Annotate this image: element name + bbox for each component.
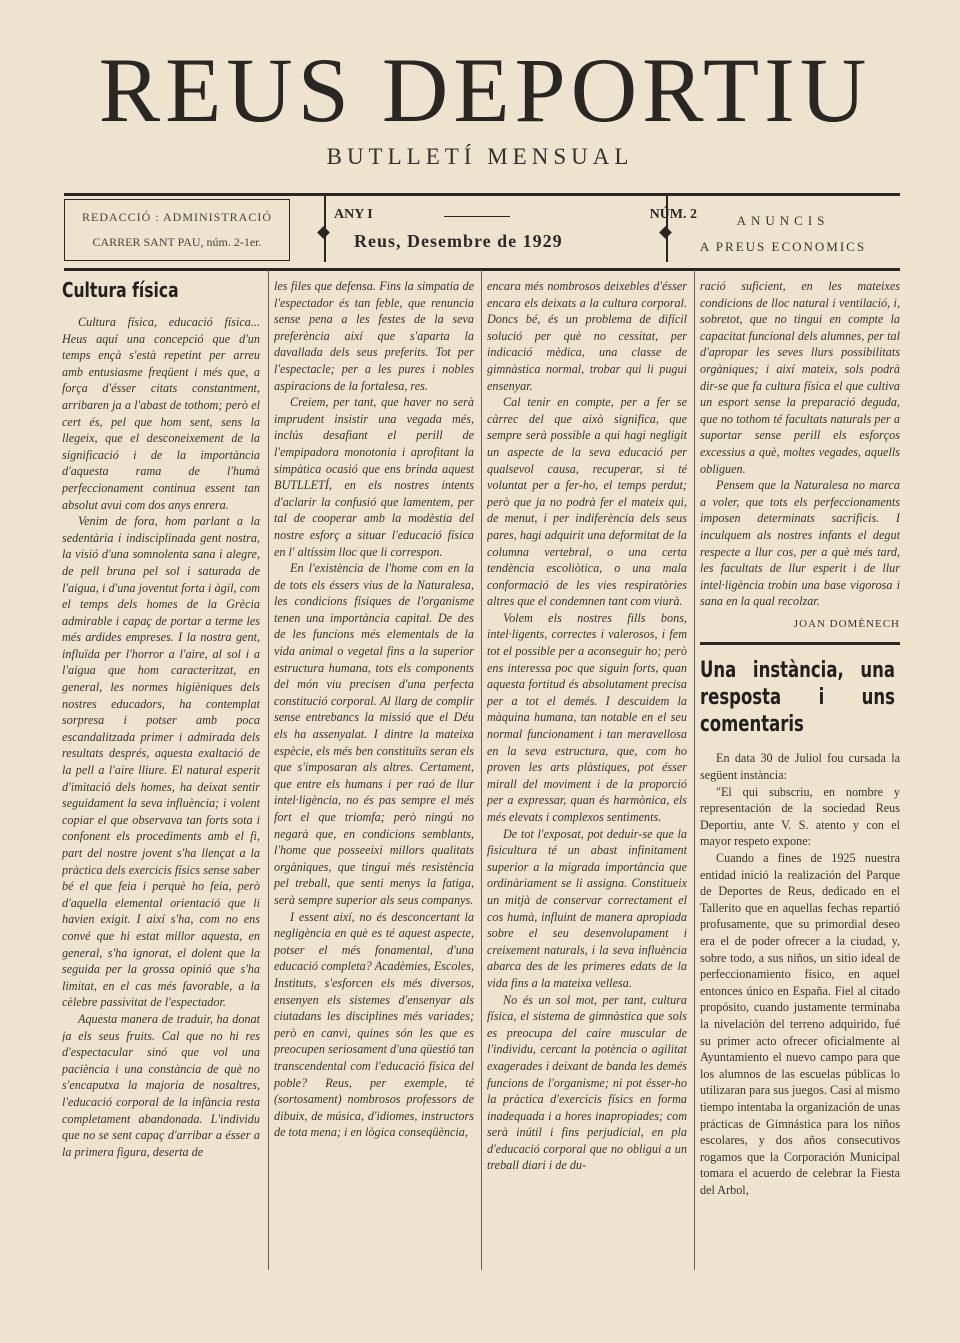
paragraph: ració suficient, en les mateixes condicions de lloc natural i ventilació, i, sobretot, que no tingui en compte la capacitat funcional dels alumnes, per tal d'apropar les seves llurs possibilitats orgàniques; i així mateix, sols podrà dir-se que fa cultura física el que cultiva un esport sense la preparació deguda, que no tothom té facultats naturals per a suportar sense perill els esforços excessius a què, moltes vegades, aquells obliguen. bbox=[700, 279, 900, 476]
paragraph: De tot l'exposat, pot deduir-se que la fisicultura té un abast infinitament superior a la migrada importància que ordinàriament se li assigna. Constitueix un mitjà de conservar correctament el cos humà, influint de manera apropiada sobre el seu desenvolupament i creixement naturals, i la seva influència abarca des de les primeres edats de la vida fins a la mateixa vellesa. bbox=[487, 826, 687, 990]
paragraph: "El qui subscriu, en nombre y representación de la sociedad Reus Deportiu, ante V. S. atento y con el mayor respeto expone: bbox=[700, 784, 900, 849]
paragraph: En data 30 de Juliol fou cursada la següent instància: bbox=[700, 751, 900, 783]
editorial-label: REDACCIÓ : ADMINISTRACIÓ bbox=[81, 210, 272, 224]
column-1 bbox=[62, 278, 260, 1278]
column-rule bbox=[481, 270, 482, 1270]
paragraph: Volem els nostres fills bons, intel·ligents, correctes i valerosos, i fem tot el possible per a aconseguir ho; però ens interessa poc que siguin forts, quan aquesta fortitud és absolutament precisa per a tot el demés. I descuidem la màquina humana, tan notable en el seu normal funcionament i tan meravellosa en la seva estructura, que, com ho proven les arts plàstiques, pot ésser mirall del moviment i de la proporció per a expressar, quan és harmònica, els més elevats i complexos sentiments. bbox=[487, 610, 687, 824]
paragraph: Pensem que la Naturalesa no marca a voler, que tots els perfeccionaments imposen determinats sacrificis. I inculquem als nostres infants el degut respecte a llur cos, per a què més tard, les facultats de llur esperit i de llur intel·ligència trobin una base vigorosa i sana en la qual recolzar. bbox=[700, 478, 900, 609]
paragraph: No és un sol mot, per tant, cultura física, el sistema de gimnàstica que sols es preocupa del caire muscular de l'individu, cercant la potència o agilitat exagerades i deixant de banda les demés funcions de l'organisme; ni pot ésser-ho la pràctica d'exercicis físics en forma inadequada i a hores inapropiades; com serà inútil i fins perjudicial, en pla d'educació corporal que no obligui a un treball diari i de du- bbox=[487, 992, 687, 1173]
paragraph: Cultura física, educació física... Heus aquí una concepció que d'un temps ençà s'està repetint per arreu amb entusiasme freqüent i més que, a força d'ésser citats constantment, arribaren ja a l'abast de tothom; però el cert és, pel que hom sent, sens la llegeix, que el desconeixement de la significació i de la importància d'aquesta rama de l'humà perfeccionament continua essent tan absolut avui com dos anys enrera. bbox=[62, 315, 260, 512]
ads-label: ANUNCIS bbox=[736, 213, 830, 228]
paragraph: les files que defensa. Fins la simpatia de l'espectador és tan feble, que renuncia sense pena a les festes de la seva preferència així que s'aparta la davallada dels seus preferits. Tot per l'espectacle; per a les pures i nobles aspiracions de la fortalesa, res. bbox=[274, 279, 474, 393]
column-rule bbox=[694, 270, 695, 1270]
ads-box bbox=[669, 199, 897, 259]
paragraph: Creiem, per tant, que haver no serà imprudent insistir una vegada més, inclús desafiant el perill de l'empipadora monotonia i aprofitant la simpàtica ocasió que ens brinda aquest BUTLLETÍ, en els nostres intents d'aclarir la confusió que lamentem, per tal de cooperar amb la modèstia del nostre esforç a situar l'educació física en l' altíssim lloc que li correspon. bbox=[274, 395, 474, 559]
masthead-subtitle: BUTLLETÍ MENSUAL bbox=[326, 144, 634, 169]
column-rule bbox=[268, 270, 269, 1270]
article-separator bbox=[700, 642, 900, 645]
info-bar bbox=[64, 193, 900, 271]
paragraph: encara més nombrosos deixebles d'ésser encara els deixats a la cultura corporal. Doncs bé, és un problema de difícil solució per què no cessitat, per indicació mèdica, una classe de gimnàstica normal, trobar qui li pugui ensenyar. bbox=[487, 279, 687, 393]
column-4 bbox=[700, 278, 900, 1278]
issue-info-box bbox=[324, 199, 709, 261]
paragraph: Cal tenir en compte, per a fer se càrrec del que això significa, que sempre serà possible a qui hagi negligit un aspecte de la seva educació per qualsevol causa, recuperar, si té voluntat per a fer-ho, el temps perdut; però que ja no podrà fer el mateix qui, de menut, i per indiferència dels seus pares, hagi adquirit una deformitat de la columna vertebral, o una certa tendència escoliòtica, o una mala conformació de les vies respiratòries altres que el condemnen tant com viurà. bbox=[487, 395, 687, 609]
paragraph: Aquesta manera de traduir, ha donat ja els seus fruits. Cal que no hi res d'espectacular sinó que vol una paciència i una constància de què no s'encaputxa la majoria de nosaltres, l'educació corporal de la infància resta completament abandonada. L'individu que no se sent capaç d'arribar a ésser a la primera figura, deserta de bbox=[62, 1011, 260, 1159]
column-3 bbox=[487, 278, 687, 1278]
editorial-address-box bbox=[64, 199, 290, 261]
article-signature: JOAN DOMÈNECH bbox=[793, 617, 900, 630]
article-title-cultura-fisica: Cultura física bbox=[62, 278, 179, 302]
editorial-address: CARRER SANT PAU, núm. 2-1er. bbox=[92, 235, 262, 249]
masthead-title: REUS DEPORTIU bbox=[98, 39, 872, 141]
issue-date: Reus, Desembre de 1929 bbox=[354, 231, 563, 251]
issue-rule bbox=[444, 216, 510, 217]
column-2 bbox=[274, 278, 474, 1278]
paragraph: Venim de fora, hom parlant a la sedentària i indisciplinada gent nostra, la visió d'una somnolenta sana i alegre, de pell bruna pel sol i saturada de l'aigua, i d'una joventut forta i àgil, com el temps dels homes de la Grècia admirable i capaç de portar a terme les més ardides empreses. I la nostra gent, influïda per l'horror a l'aire, al sol i a l'aigua que hom caracteritzat, en general, les normes higièniques dels nostres educadors, ha contemplat sorpresa i potser amb poca escandalitzada primer i admirada dels resultats després, aquesta exaltació de la pell a l'aire lliure. El natural esperit d'imitació dels homes, ha deixat sentir seguidament la seva influència; i volent copiar el que observava tan forts sota i confonent els procediments amb el fi, part del nostre jovent s'ha llençat a la pràctica dels exercicis físics sense saber bé el que feia i perquè ho feia, però d'aquella elemental orientació que li havien exigit. I així s'ha, com no ens convé que hi estat millor aquesta, en general, s'ha ignorat, el dolent que la seguida per la grossa opinió que s'ha limitat, en el cas més favorable, a la cèlebre passivitat de l'espectador. bbox=[62, 514, 260, 1010]
issue-number: NÚM. 2 bbox=[649, 207, 697, 222]
paragraph: Cuando a fines de 1925 nuestra entidad inició la realización del Parque de Deportes de Reus, dedicado en el Tallerito que en aquellas fechas repartió profusamente, que su primordial deseo era el de poder ofrecer a la ciudad, y, sobre todo, a sus niños, un sitio ideal de perfeccionamiento físico, en aquel entonces único en España. Fiel al citado propósito, cuando justamente terminaba la nivelación del terreno adquirido, fué su primer acto ofrecer oficialmente al Ayuntamiento el nuevo campo para que los alumnos de las escuelas públicas lo utilizaran para sus juegos. Casi al mismo tiempo intentaba la organización de unas prácticas de Gimnástica para los niños escolares, y dos años consecutivos rogamos que la Corporación Municipal tomara el acuerdo de celebrar la Fiesta del Arbol, bbox=[700, 851, 900, 1197]
issue-year: ANY I bbox=[334, 207, 373, 222]
paragraph: I essent així, no és desconcertant la negligència en què es té aquest aspecte, potser el més fonamental, d'una educació completa? Acadèmies, Escoles, Instituts, s'esforcen els més diversos, ensenyen els sistemes d'ensenyar als ciutadans les disciplines més variades; però en canvi, quines són les que es preocupen seriosament d'una qüestió tan transcendental com l'educació física del poble? Reus, per exemple, té (sortosament) nombrosos professors de dibuix, de música, d'idiomes, instructors de tota mena; i en lògica conseqüència, bbox=[274, 909, 474, 1140]
paragraph: En l'existència de l'home com en la de tots els éssers vius de la Naturalesa, les condicions físiques de l'organisme tenen una importància capital. De des de les funcions més elementals de la vida animal o vegetal fins a la superior estructura humana, tots els components del món viu precisen d'una perfecta constitució corporal. Al llarg de complir sense entrebancs la missió que el Déu els ha assenyalat. I dintre la mateixa espècie, els més ben constituïts seran els que s'imposaran als altres. Certament, que entre els humans i per raó de llur intel·ligència, no és pas sempre el més fort el que triomfa; però ningú no negarà que, en condicions semblants, l'home que posseeixi millors qualitats orgàniques, que tingui més resistència pel treball, que senti menys la fatiga, serà sempre superior als seus companys. bbox=[274, 561, 474, 907]
ads-subtitle: A PREUS ECONOMICS bbox=[699, 239, 867, 254]
article-title-instancia: Una instància, una resposta i uns comentaris bbox=[700, 658, 895, 738]
